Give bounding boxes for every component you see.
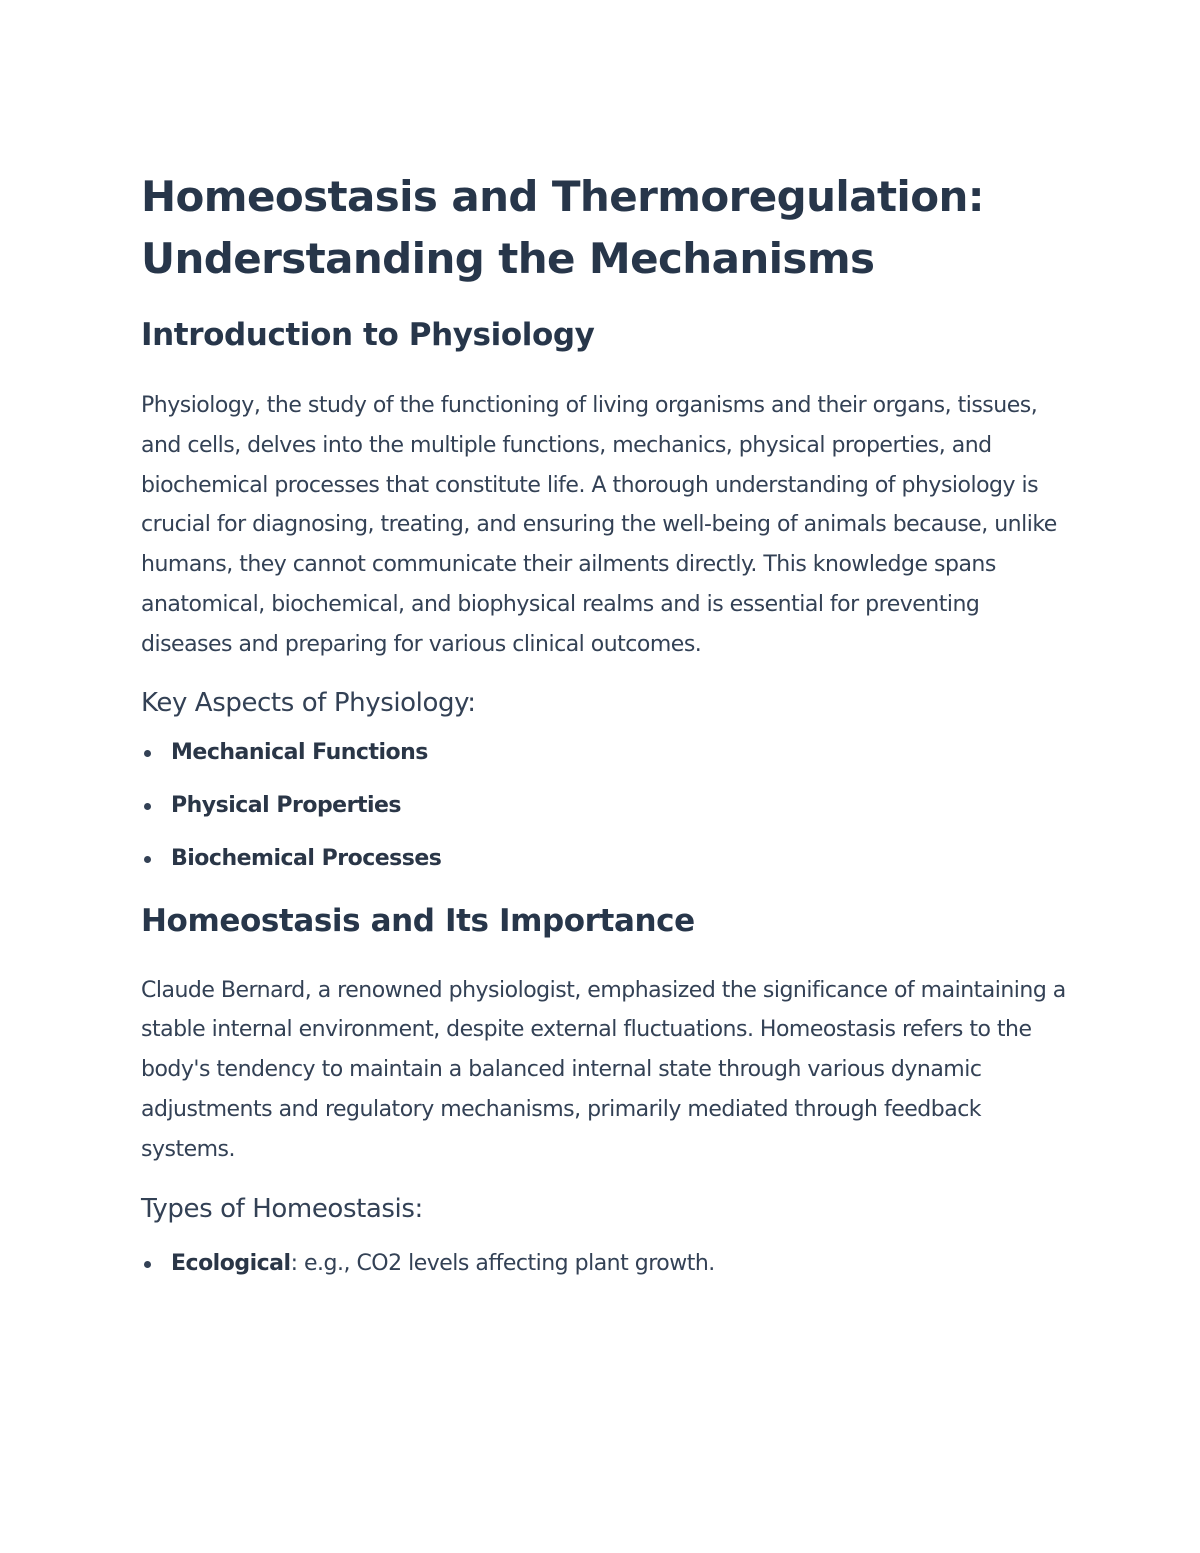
bullet-icon — [144, 750, 151, 757]
list-item — [141, 843, 1071, 875]
list-item-text: : e.g., CO2 levels affecting plant growth. — [290, 1250, 715, 1276]
bullet-icon — [144, 856, 151, 863]
section-paragraph-introduction: Physiology, the study of the functioning of living organisms and their organs, tissues, and cells, delves into the multiple functions, mechanics, physical properties, and biochemical processes that constitute life. A thorough understanding of physiology is crucial for diagnosing, treating, and ensuring the well-being of animals because, unlike humans, they cannot communicate their ailments directly. This knowledge spans anatomical, biochemical, and biophysical realms and is essential for preventing diseases and preparing for various clinical outcomes. — [141, 393, 1057, 657]
section-heading-introduction: Introduction to Physiology — [141, 317, 595, 353]
list-item — [141, 1248, 1071, 1280]
list-item — [141, 790, 1071, 822]
title-line-1: Homeostasis and Thermoregulation: — [141, 172, 984, 221]
section-heading-homeostasis: Homeostasis and Its Importance — [141, 902, 695, 939]
document-page — [141, 166, 1071, 1301]
document-title — [141, 166, 1071, 290]
bullet-icon — [144, 1261, 151, 1268]
list-item-bold: Mechanical Functions — [171, 739, 428, 765]
list-item-bold: Ecological — [171, 1250, 291, 1276]
types-list — [141, 1248, 1071, 1280]
bullet-icon — [144, 803, 151, 810]
subheading-types-of-homeostasis: Types of Homeostasis: — [141, 1193, 423, 1224]
list-item — [141, 737, 1071, 769]
list-item-bold: Physical Properties — [171, 792, 402, 818]
subheading-key-aspects: Key Aspects of Physiology: — [141, 687, 476, 718]
list-item-bold: Biochemical Processes — [171, 845, 442, 871]
section-paragraph-homeostasis: Claude Bernard, a renowned physiologist, emphasized the significance of maintaining a stable internal environment, despite external fluctuations. Homeostasis refers to the body's tendency to maintain a balanced internal state through various dynamic adjustments and regulatory mechanisms, primarily mediated through feedback systems. — [141, 977, 1066, 1162]
key-aspects-list — [141, 737, 1071, 875]
title-line-2: Understanding the Mechanisms — [141, 234, 875, 283]
